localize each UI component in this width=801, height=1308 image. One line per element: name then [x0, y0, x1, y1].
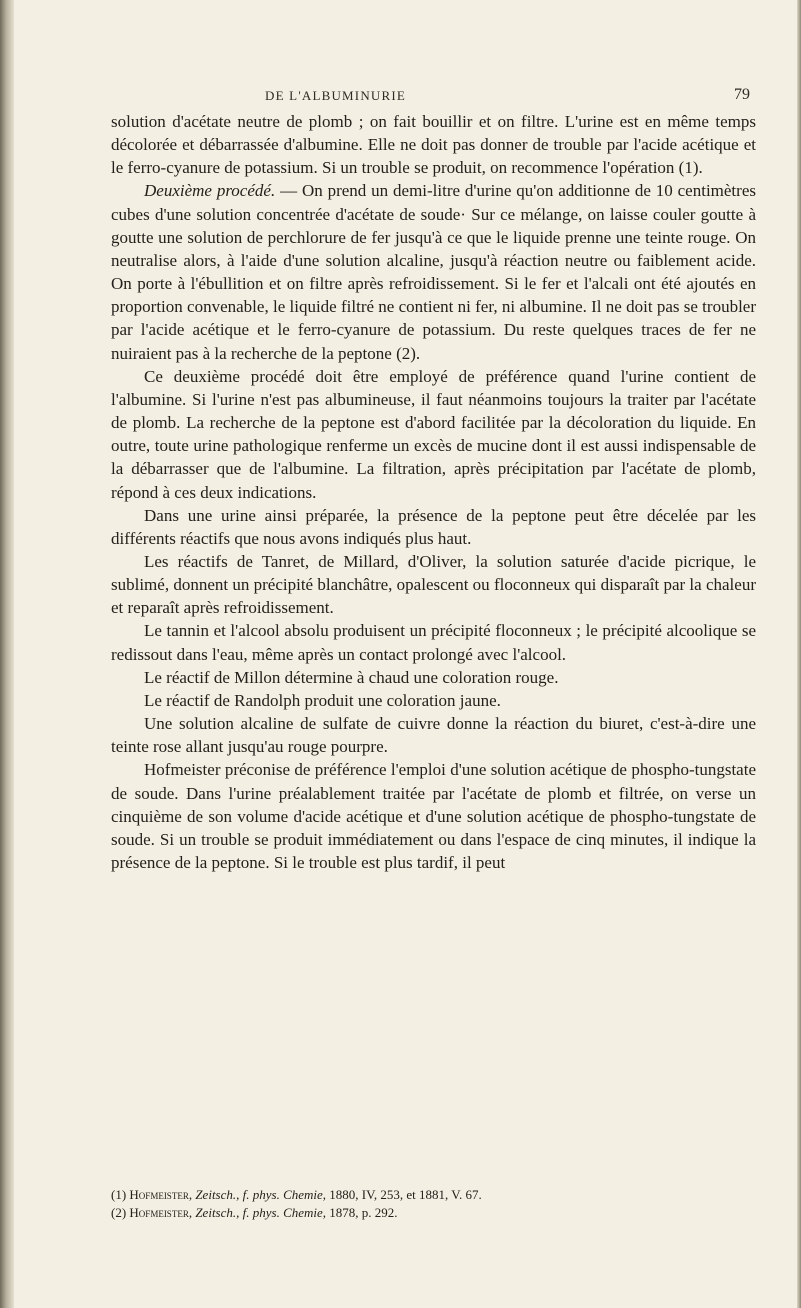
page-gutter-shadow: [0, 0, 14, 1308]
footnote-2-author: Hofmeister,: [129, 1205, 193, 1220]
footnote-2-reference: 1878, p. 292.: [329, 1205, 398, 1220]
running-head: DE L'ALBUMINURIE: [265, 88, 407, 103]
footnote-1-journal: Zeitsch., f. phys. Chemie,: [195, 1187, 327, 1202]
footnote-2: [111, 1204, 756, 1222]
paragraph-4: Dans une urine ainsi préparée, la présence de la peptone peut être décelée par les différents réactifs que nous avons indiqués plus haut.: [111, 505, 756, 548]
main-text: [111, 110, 756, 874]
footnote-1: [111, 1186, 756, 1204]
paragraph-7: Le réactif de Millon détermine à chaud une coloration rouge.: [144, 667, 559, 687]
paragraph-3: Ce deuxième procédé doit être employé de préférence quand l'urine contient de l'albumine. Si l'urine n'est pas albumineuse, il faut néanmoins toujours la traiter par l'acétate de plomb. La recherche de la peptone est d'abord facilitée par la décoloration du liquide. En outre, toute urine pathologique renferme un excès de mucine dont il est aussi indispensable de la débarrasser que de l'albumine. La filtration, après précipitation par l'acétate de plomb, répond à ces deux indications.: [111, 366, 756, 502]
footnote-2-mark: (2): [111, 1205, 127, 1220]
footnote-1-author: Hofmeister,: [129, 1187, 193, 1202]
paragraph-10: Hofmeister préconise de préférence l'emploi d'une solution acétique de phospho-tungstate de soude. Dans l'urine préalablement traitée par l'acétate de plomb et filtrée, on verse un cinquième de son volume d'acide acétique et d'une solution acétique de phospho-tungstate de soude. Si un trouble se produit immédiatement ou dans l'espace de cinq minutes, il indique la présence de la peptone. Si le trouble est plus tardif, il peut: [111, 760, 756, 872]
page-edge: [797, 0, 801, 1308]
section-lead-title: Deuxième procédé.: [144, 181, 276, 201]
paragraph-2-text: — On prend un demi-litre d'urine qu'on additionne de 10 centimètres cubes d'une solution concentrée d'acétate de soude· Sur ce mélange, on laisse couler goutte à goutte une solution de perchlorure de fer jusqu'à ce que le liquide prenne une teinte rouge. On neutralise alors, à l'aide d'une solution alcaline, jusqu'à réaction neutre ou faiblement acide. On porte à l'ébullition et on filtre après refroidissement. Si le fer et l'alcali ont été ajoutés en proportion convenable, le liquide filtré ne contient ni fer, ni albumine. Il ne doit pas se troubler par l'acide acétique et le ferro-cyanure de potassium. Du reste quelques traces de fer ne nuiraient pas à la recherche de la peptone (2).: [111, 181, 756, 363]
footnote-2-journal: Zeitsch., f. phys. Chemie,: [195, 1205, 327, 1220]
paragraph-1: solution d'acétate neutre de plomb ; on fait bouillir et on filtre. L'urine est en même temps décolorée et débarrassée d'albumine. Elle ne doit pas donner de trouble par l'acide acétique et le ferro-cyanure de potassium. Si un trouble se produit, on recommence l'opération (1).: [111, 112, 756, 178]
paragraph-5: Les réactifs de Tanret, de Millard, d'Oliver, la solution saturée d'acide picrique, le sublimé, donnent un précipité blanchâtre, opalescent ou floconneux qui disparaît par la chaleur et reparaît après refroidissement.: [111, 551, 756, 618]
paragraph-6: Le tannin et l'alcool absolu produisent un précipité floconneux ; le précipité alcoolique se redissout dans l'eau, même après un contact prolongé avec l'alcool.: [111, 621, 756, 664]
footnotes: [111, 1186, 756, 1222]
footnote-1-reference: 1880, IV, 253, et 1881, V. 67.: [329, 1187, 482, 1202]
paragraph-8: Le réactif de Randolph produit une coloration jaune.: [144, 690, 501, 710]
page-number: 79: [734, 86, 750, 103]
paragraph-2: [111, 179, 756, 364]
footnote-1-mark: (1): [111, 1187, 127, 1202]
page-header: [90, 88, 750, 108]
paragraph-9: Une solution alcaline de sulfate de cuivre donne la réaction du biuret, c'est-à-dire une teinte rose allant jusqu'au rouge pourpre.: [111, 714, 756, 757]
